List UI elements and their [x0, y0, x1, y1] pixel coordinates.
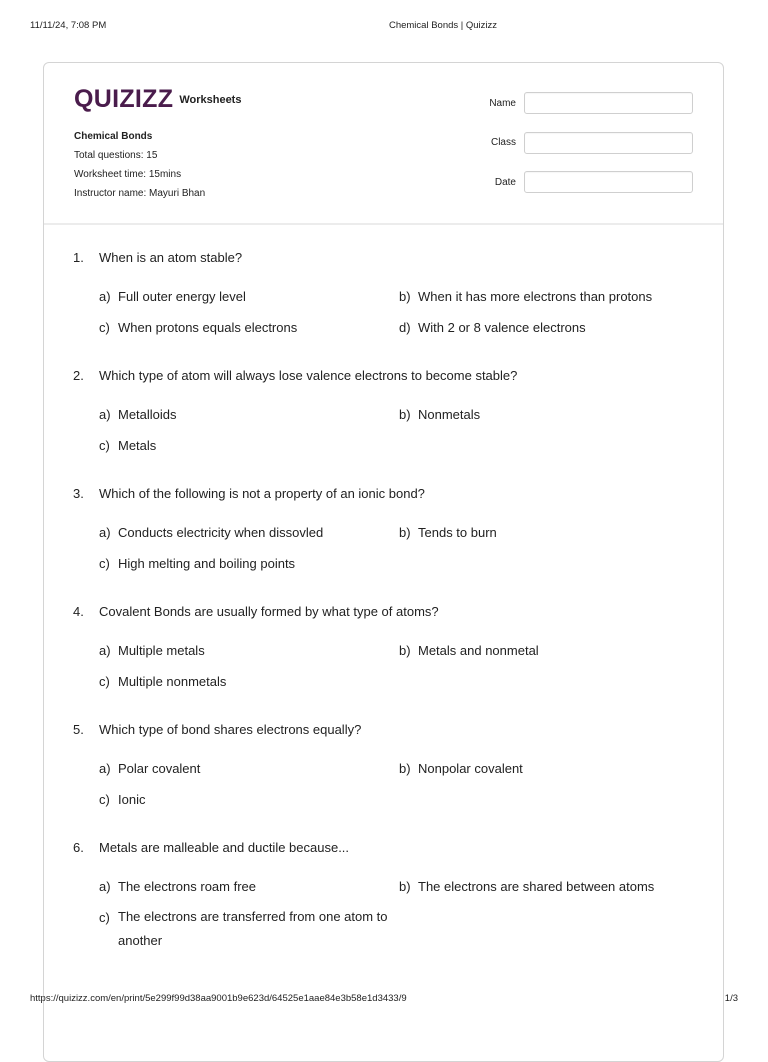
worksheet-time: Worksheet time: 15mins	[74, 169, 182, 180]
question-text: When is an atom stable?	[99, 250, 243, 265]
option-text: Multiple metals	[118, 643, 205, 658]
option-text: With 2 or 8 valence electrons	[418, 320, 586, 335]
question	[73, 603, 713, 690]
class-field[interactable]	[524, 132, 693, 154]
logo-product-label: Worksheets	[179, 94, 242, 106]
answer-option	[399, 642, 729, 659]
question	[73, 367, 713, 454]
option-letter: b)	[399, 289, 411, 304]
date-label: Date	[494, 176, 516, 188]
option-text: Metals and nonmetal	[418, 643, 539, 658]
answer-option	[99, 524, 399, 541]
option-letter: c)	[99, 320, 110, 335]
option-letter: a)	[99, 643, 111, 658]
option-text: The electrons are transferred from one atom to another	[118, 909, 388, 948]
answer-option	[399, 406, 729, 423]
option-text: The electrons are shared between atoms	[418, 879, 655, 894]
question	[73, 839, 713, 953]
option-letter: a)	[99, 761, 111, 776]
option-letter: a)	[99, 289, 111, 304]
option-text: The electrons roam free	[118, 879, 257, 894]
answer-option	[99, 760, 399, 777]
answer-option	[99, 288, 399, 305]
option-text: Full outer energy level	[118, 289, 246, 304]
class-label: Class	[490, 137, 516, 148]
option-letter: c)	[99, 910, 110, 925]
question-number: 5.	[73, 722, 84, 737]
total-questions: Total questions: 15	[74, 150, 158, 161]
name-field-row	[473, 91, 693, 115]
question-text: Which of the following is not a property of an ionic bond?	[99, 486, 425, 501]
option-letter: a)	[99, 407, 111, 422]
option-letter: c)	[99, 438, 110, 453]
answer-options	[99, 642, 713, 690]
option-letter: b)	[399, 643, 411, 658]
logo-wordmark: QUIZIZZ	[74, 85, 174, 113]
answer-option	[99, 437, 399, 454]
answer-option	[399, 524, 729, 541]
answer-option	[99, 909, 399, 953]
question-stem	[73, 721, 713, 738]
option-text: When protons equals electrons	[118, 320, 298, 335]
question-number: 3.	[73, 486, 84, 501]
worksheet-meta	[74, 127, 205, 203]
answer-options	[99, 406, 713, 454]
option-text: Conducts electricity when dissovled	[118, 525, 324, 540]
question-text: Which type of atom will always lose valence electrons to become stable?	[99, 368, 518, 383]
option-letter: d)	[399, 320, 411, 335]
option-text: When it has more electrons than protons	[418, 289, 653, 304]
option-text: Polar covalent	[118, 761, 201, 776]
worksheet-title: Chemical Bonds	[74, 131, 153, 142]
answer-options	[99, 878, 713, 953]
answer-option	[99, 791, 399, 808]
answer-option	[399, 288, 729, 305]
answer-option	[99, 673, 399, 690]
question-number: 1.	[73, 250, 84, 265]
date-field-row	[473, 170, 693, 194]
quizizz-logo	[74, 85, 241, 113]
option-text: Metals	[118, 438, 157, 453]
answer-option	[99, 319, 399, 336]
answer-option	[99, 555, 399, 572]
answer-option	[99, 642, 399, 659]
question-stem	[73, 839, 713, 856]
option-letter: a)	[99, 879, 111, 894]
option-letter: c)	[99, 556, 110, 571]
question-text: Metals are malleable and ductile because...	[99, 840, 350, 855]
class-field-row	[473, 131, 693, 155]
answer-options	[99, 524, 713, 572]
question-stem	[73, 249, 713, 266]
option-letter: a)	[99, 525, 111, 540]
print-page-title: Chemical Bonds | Quizizz	[388, 20, 498, 31]
question	[73, 485, 713, 572]
option-letter: b)	[399, 879, 411, 894]
instructor-name: Instructor name: Mayuri Bhan	[74, 188, 206, 199]
question	[73, 721, 713, 808]
question-number: 4.	[73, 604, 84, 619]
question-text: Covalent Bonds are usually formed by what type of atoms?	[99, 604, 439, 619]
question-stem	[73, 603, 713, 620]
option-letter: c)	[99, 674, 110, 689]
print-page-number: 1/3	[724, 993, 738, 1004]
option-letter: b)	[399, 407, 411, 422]
question-number: 2.	[73, 368, 84, 383]
question-text: Which type of bond shares electrons equally?	[99, 722, 362, 737]
option-text: High melting and boiling points	[118, 556, 296, 571]
answer-option	[399, 878, 729, 895]
name-label: Name	[489, 97, 516, 109]
option-letter: b)	[399, 525, 411, 540]
question-stem	[73, 485, 713, 502]
question-number: 6.	[73, 840, 84, 855]
answer-options	[99, 288, 713, 336]
answer-options	[99, 760, 713, 808]
option-text: Tends to burn	[418, 525, 497, 540]
print-footer	[0, 993, 768, 1007]
answer-option	[399, 319, 729, 336]
option-text: Nonmetals	[418, 407, 481, 422]
print-header	[0, 20, 768, 34]
student-fields	[473, 91, 693, 210]
worksheet-header	[44, 63, 723, 225]
option-text: Nonpolar covalent	[418, 761, 523, 776]
answer-option	[399, 760, 729, 777]
option-letter: b)	[399, 761, 411, 776]
option-text: Metalloids	[118, 407, 177, 422]
question-stem	[73, 367, 713, 384]
question-list	[73, 249, 713, 984]
answer-option	[99, 406, 399, 423]
print-datetime: 11/11/24, 7:08 PM	[30, 20, 107, 31]
date-field[interactable]	[524, 171, 693, 193]
option-letter: c)	[99, 792, 110, 807]
answer-option	[99, 878, 399, 895]
option-text: Multiple nonmetals	[118, 674, 227, 689]
question	[73, 249, 713, 336]
option-text: Ionic	[118, 792, 146, 807]
name-field[interactable]	[524, 92, 693, 114]
print-url: https://quizizz.com/en/print/5e299f99d38aa9001b9e623d/64525e1aae84e3b58e1d3433/9	[30, 993, 407, 1004]
